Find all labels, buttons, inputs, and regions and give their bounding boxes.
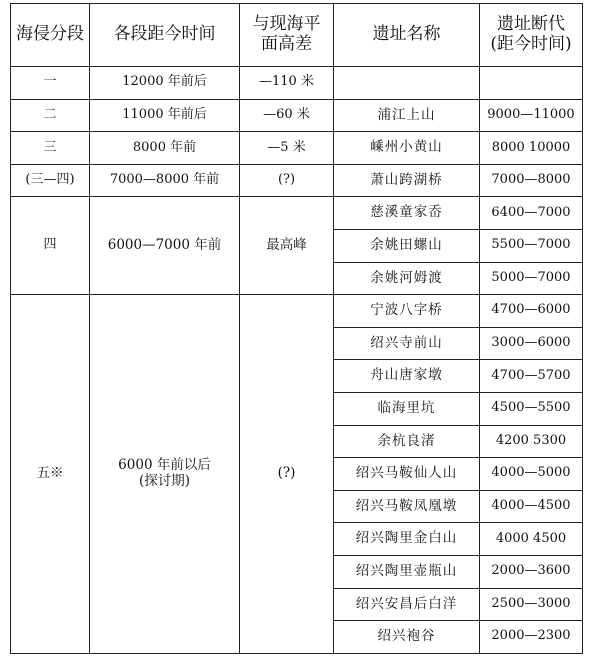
site-cell: 宁波八字桥 [334,295,480,328]
dating-cell [480,67,583,100]
dating-cell: 7000—8000 [480,164,583,197]
header-elevation: 与现海平 面高差 [240,4,334,67]
dating-cell: 4700—5700 [480,360,583,393]
dating-cell: 4500—5500 [480,392,583,425]
dating-cell: 2500—3000 [480,588,583,621]
header-time: 各段距今时间 [90,4,240,67]
time-line: 6000 年前以后 [118,457,211,474]
dating-cell: 4700—6000 [480,295,583,328]
time-cell: 6000—7000 年前 [90,197,240,295]
dating-cell: 8000 10000 [480,132,583,165]
time-cell: 7000—8000 年前 [90,164,240,197]
stage-cell: (三—四) [11,164,90,197]
header-stage: 海侵分段 [11,4,90,67]
site-cell: 绍兴马鞍凤凰墩 [334,490,480,523]
elevation-cell: —110 米 [240,67,334,100]
time-cell: 8000 年前 [90,132,240,165]
stage-cell: 二 [11,99,90,132]
table-header-row [11,4,583,67]
table-row [11,67,583,100]
time-cell [90,295,240,654]
site-cell: 临海里坑 [334,392,480,425]
dating-cell: 2000—2300 [480,621,583,654]
site-cell [334,67,480,100]
dating-cell: 4000—5000 [480,458,583,491]
table-row [11,164,583,197]
dating-cell: 5500—7000 [480,229,583,262]
table-row [11,197,583,230]
stage-cell: 一 [11,67,90,100]
site-cell: 绍兴安昌后白洋 [334,588,480,621]
site-cell: 萧山跨湖桥 [334,164,480,197]
dating-cell: 2000—3600 [480,555,583,588]
table-row [11,295,583,328]
table-row [11,132,583,165]
dating-cell: 6400—7000 [480,197,583,230]
site-cell: 余杭良渚 [334,425,480,458]
site-cell: 舟山唐家墩 [334,360,480,393]
time-cell: 11000 年前后 [90,99,240,132]
dating-cell: 4000 4500 [480,523,583,556]
dating-cell: 5000—7000 [480,262,583,295]
elevation-cell: —60 米 [240,99,334,132]
site-cell: 余姚田螺山 [334,229,480,262]
header-site: 遗址名称 [334,4,480,67]
site-cell: 浦江上山 [334,99,480,132]
dating-cell: 3000—6000 [480,327,583,360]
site-cell: 慈溪童家岙 [334,197,480,230]
time-line: (探讨期) [138,472,191,489]
elevation-cell: (?) [240,164,334,197]
dating-cell: 4200 5300 [480,425,583,458]
site-cell: 绍兴袍谷 [334,621,480,654]
stage-cell: 三 [11,132,90,165]
site-cell: 绍兴陶里壶瓶山 [334,555,480,588]
elevation-cell: 最高峰 [240,197,334,295]
dating-cell: 4000—4500 [480,490,583,523]
elevation-cell: —5 米 [240,132,334,165]
table-row [11,99,583,132]
site-cell: 绍兴寺前山 [334,327,480,360]
stage-cell: 四 [11,197,90,295]
site-cell: 嵊州小黄山 [334,132,480,165]
site-cell: 余姚河姆渡 [334,262,480,295]
site-cell: 绍兴陶里金白山 [334,523,480,556]
time-cell: 12000 年前后 [90,67,240,100]
stage-cell: 五※ [11,295,90,654]
transgression-sites-table [10,3,583,654]
dating-cell: 9000—11000 [480,99,583,132]
header-dating: 遗址断代 (距今时间) [480,4,583,67]
site-cell: 绍兴马鞍仙人山 [334,458,480,491]
elevation-cell: (?) [240,295,334,654]
